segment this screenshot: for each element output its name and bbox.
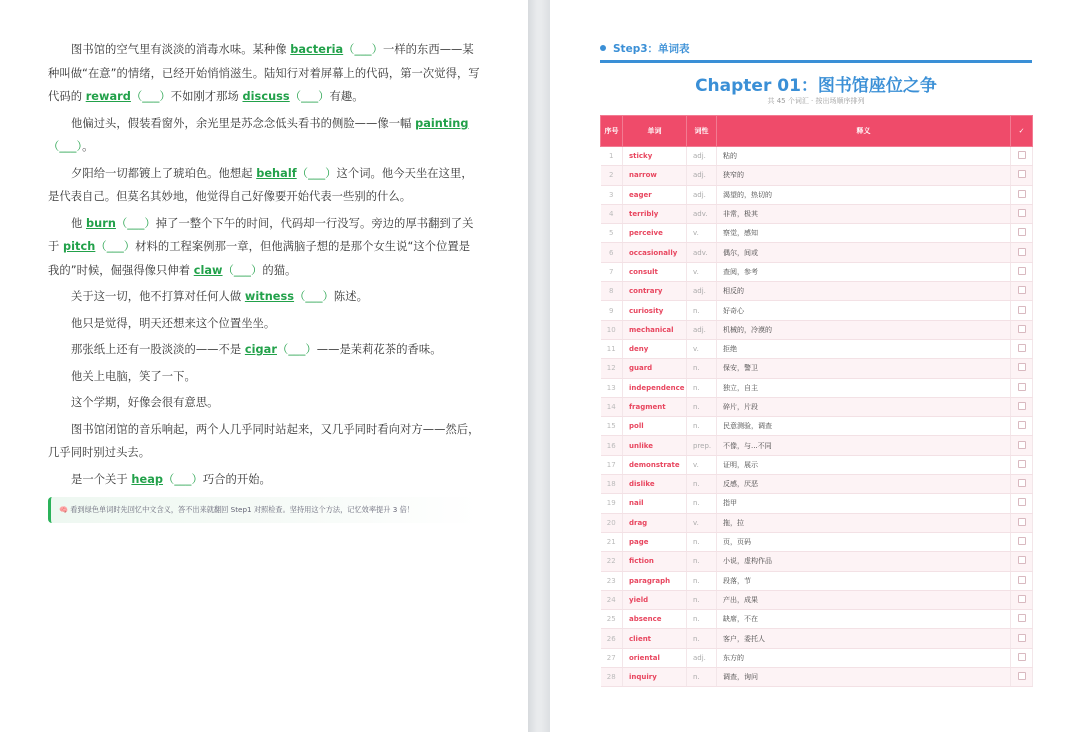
row-number: 17 [601,455,623,474]
story-paragraph [48,468,480,492]
row-word: yield [623,590,687,609]
row-word: dislike [623,475,687,494]
row-word: consult [623,262,687,281]
table-row [601,532,1033,551]
table-row [601,475,1033,494]
row-pos: adv. [687,204,717,223]
text-segment: ——是茉莉花茶的香味。 [316,343,442,356]
text-segment: 图书馆闭馆的音乐响起，两个人几乎同时站起来，又几乎同时看向对方——然后，几乎同时别过头去。 [48,422,480,459]
row-check-cell [1011,166,1033,185]
row-pos: n. [687,417,717,436]
story-paragraph [48,312,480,336]
checkbox-icon[interactable] [1018,460,1026,468]
right-page [550,0,1080,732]
row-number: 9 [601,301,623,320]
step-header [600,41,1032,56]
fill-blank: （___） [296,166,337,180]
row-word: guard [623,359,687,378]
row-pos: n. [687,475,717,494]
table-row [601,359,1033,378]
highlight-word: reward [85,90,131,103]
row-meaning: 页，页码 [717,532,1011,551]
table-row [601,339,1033,358]
row-pos: n. [687,629,717,648]
row-meaning: 非常，极其 [717,204,1011,223]
row-word: nail [623,494,687,513]
row-pos: n. [687,571,717,590]
fill-blank: （___） [115,216,156,230]
text-segment: 的猫。 [262,263,297,277]
row-number: 26 [601,629,623,648]
row-word: deny [623,339,687,358]
text-segment: 有趣。 [329,90,364,103]
row-check-cell [1011,320,1033,339]
row-pos: n. [687,378,717,397]
text-segment: 他 [71,216,86,230]
step-divider [600,60,1032,63]
row-word: unlike [623,436,687,455]
table-row [601,513,1033,532]
row-number: 20 [601,513,623,532]
row-number: 2 [601,166,623,185]
row-pos: n. [687,668,717,687]
fill-blank: （___） [130,90,171,103]
highlight-word: witness [244,290,295,303]
story-paragraph [48,338,480,362]
row-number: 22 [601,552,623,571]
row-meaning: 指甲 [717,494,1011,513]
row-pos: n. [687,610,717,629]
row-number: 15 [601,417,623,436]
header-word: 单词 [623,116,687,147]
table-row [601,571,1033,590]
story-paragraph [48,285,480,309]
row-check-cell [1011,475,1033,494]
row-number: 13 [601,378,623,397]
table-row [601,552,1033,571]
row-number: 14 [601,397,623,416]
row-number: 24 [601,590,623,609]
table-row [601,610,1033,629]
row-word: paragraph [623,571,687,590]
checkbox-icon[interactable] [1018,402,1026,410]
row-meaning: 粘的 [717,147,1011,166]
highlight-word: behalf [256,166,297,180]
fill-blank: （___） [289,90,330,103]
row-word: inquiry [623,668,687,687]
text-segment: 一样的东西——某种叫做“在意”的情绪，已经开始悄悄滋生。陆知行对着屏幕上的代码，第一次觉得，写代码的 [48,43,480,103]
checkbox-icon[interactable] [1018,595,1026,603]
row-meaning: 相反的 [717,282,1011,301]
row-word: fiction [623,552,687,571]
left-page [0,0,528,732]
highlight-word: pitch [63,240,96,253]
row-check-cell [1011,185,1033,204]
row-word: page [623,532,687,551]
checkbox-icon[interactable] [1018,170,1026,178]
row-number: 12 [601,359,623,378]
row-pos: n. [687,397,717,416]
row-word: mechanical [623,320,687,339]
row-meaning: 查阅，参考 [717,262,1011,281]
text-segment: 这个学期，好像会很有意思。 [71,396,219,409]
row-number: 28 [601,668,623,687]
text-segment: 这个词。他今天坐在这里，是代表自己。但莫名其妙地，他觉得自己好像要开始代表一些别的什么。 [48,166,473,203]
header-meaning: 释义 [717,116,1011,147]
table-row [601,282,1033,301]
text-segment: 材料的工程案例那一章，但他满脑子想的是那个女生说“这个位置是我的”时候，倔强得像只伸着 [48,240,471,277]
row-word: eager [623,185,687,204]
row-check-cell [1011,359,1033,378]
table-row [601,590,1033,609]
text-segment: 不如刚才那场 [170,90,243,103]
highlight-word: discuss [242,90,290,103]
row-check-cell [1011,378,1033,397]
row-meaning: 产出，成果 [717,590,1011,609]
table-row [601,397,1033,416]
chapter-subtitle: 共 45 个词汇 · 按出场顺序排列 [767,97,865,105]
row-check-cell [1011,494,1033,513]
row-number: 5 [601,224,623,243]
row-pos: n. [687,494,717,513]
study-tip: 🧠 看到绿色单词时先回忆中文含义，答不出来就翻回 Step1 对照检查。坚持用这个方法，记忆效率提升 3 倍！ [48,497,478,523]
row-check-cell [1011,571,1033,590]
checkbox-icon[interactable] [1018,248,1026,256]
checkbox-icon[interactable] [1018,614,1026,622]
page-gutter [528,0,550,732]
row-pos: adj. [687,320,717,339]
highlight-word: heap [131,472,164,486]
row-word: drag [623,513,687,532]
row-check-cell [1011,397,1033,416]
row-pos: v. [687,224,717,243]
story-paragraph [48,38,480,109]
row-meaning: 缺席，不在 [717,610,1011,629]
table-row [601,417,1033,436]
row-meaning: 狭窄的 [717,166,1011,185]
row-pos: v. [687,455,717,474]
row-meaning: 客户，委托人 [717,629,1011,648]
checkbox-icon[interactable] [1018,228,1026,236]
row-pos: v. [687,513,717,532]
fill-blank: （___） [48,140,83,153]
row-number: 23 [601,571,623,590]
row-word: terribly [623,204,687,223]
row-number: 21 [601,532,623,551]
row-word: occasionally [623,243,687,262]
row-meaning: 机械的，冷漠的 [717,320,1011,339]
fill-blank: （___） [276,343,317,356]
table-row [601,629,1033,648]
table-row [601,185,1033,204]
text-segment: 关于这一切，他不打算对任何人做 [71,290,245,303]
row-pos: prep. [687,436,717,455]
row-pos: v. [687,339,717,358]
checkbox-icon[interactable] [1018,576,1026,584]
row-check-cell [1011,339,1033,358]
checkbox-icon[interactable] [1018,151,1026,159]
row-check-cell [1011,590,1033,609]
checkbox-icon[interactable] [1018,556,1026,564]
row-meaning: 反感，厌恶 [717,475,1011,494]
row-number: 4 [601,204,623,223]
row-check-cell [1011,301,1033,320]
highlight-word: bacteria [290,43,344,56]
row-pos: v. [687,262,717,281]
story-paragraph [48,162,480,209]
row-meaning: 拒绝 [717,339,1011,358]
highlight-word: cigar [244,343,277,356]
row-number: 27 [601,648,623,667]
row-meaning: 独立，自主 [717,378,1011,397]
row-meaning: 好奇心 [717,301,1011,320]
row-check-cell [1011,513,1033,532]
checkbox-icon[interactable] [1018,286,1026,294]
checkbox-icon[interactable] [1018,653,1026,661]
chapter-title: Chapter 01：图书馆座位之争 [695,76,937,96]
row-check-cell [1011,455,1033,474]
fill-blank: （___） [294,290,334,303]
checkbox-icon[interactable] [1018,421,1026,429]
row-pos: adv. [687,243,717,262]
row-number: 7 [601,262,623,281]
fill-blank: （___） [163,472,203,486]
checkbox-icon[interactable] [1018,306,1026,314]
row-word: oriental [623,648,687,667]
row-check-cell [1011,668,1033,687]
checkbox-icon[interactable] [1018,498,1026,506]
checkbox-icon[interactable] [1018,537,1026,545]
row-pos: n. [687,552,717,571]
row-word: client [623,629,687,648]
table-row [601,243,1033,262]
fill-blank: （___） [95,240,136,253]
text-segment: 他偏过头，假装看窗外，余光里是苏念念低头看书的侧脸——像一幅 [71,116,416,130]
row-check-cell [1011,610,1033,629]
row-word: independence [623,378,687,397]
row-word: perceive [623,224,687,243]
row-meaning: 拖，拉 [717,513,1011,532]
step-label: Step3：单词表 [613,43,690,55]
row-check-cell [1011,629,1033,648]
table-row [601,668,1033,687]
row-number: 8 [601,282,623,301]
row-word: absence [623,610,687,629]
row-pos: adj. [687,166,717,185]
checkbox-icon[interactable] [1018,325,1026,333]
row-word: sticky [623,147,687,166]
row-number: 25 [601,610,623,629]
checkbox-icon[interactable] [1018,383,1026,391]
header-no: 序号 [601,116,623,147]
text-segment: 巧合的开始。 [202,472,271,486]
row-pos: n. [687,590,717,609]
row-number: 3 [601,185,623,204]
row-check-cell [1011,243,1033,262]
row-pos: n. [687,301,717,320]
text-segment: 那张纸上还有一股淡淡的——不是 [71,343,245,356]
vocab-table [600,115,1033,687]
table-row [601,204,1033,223]
row-check-cell [1011,436,1033,455]
table-row [601,301,1033,320]
fill-blank: （___） [343,43,383,56]
table-row [601,262,1033,281]
story-paragraph [48,418,480,465]
table-row [601,147,1033,166]
row-number: 18 [601,475,623,494]
row-number: 19 [601,494,623,513]
row-meaning: 不像，与...不同 [717,436,1011,455]
checkbox-icon[interactable] [1018,672,1026,680]
row-pos: n. [687,359,717,378]
checkbox-icon[interactable] [1018,479,1026,487]
text-segment: 他关上电脑，笑了一下。 [71,369,196,383]
row-meaning: 偶尔，间或 [717,243,1011,262]
table-row [601,455,1033,474]
text-segment: 夕阳给一切都镀上了琥珀色。他想起 [71,166,257,180]
row-check-cell [1011,204,1033,223]
fill-blank: （___） [222,263,263,277]
checkbox-icon[interactable] [1018,363,1026,371]
highlight-word: claw [193,263,223,277]
text-segment: 。 [82,140,94,153]
row-word: curiosity [623,301,687,320]
row-meaning: 调查，询问 [717,668,1011,687]
table-row [601,378,1033,397]
table-row [601,166,1033,185]
row-word: fragment [623,397,687,416]
row-number: 10 [601,320,623,339]
table-row [601,436,1033,455]
row-meaning: 东方的 [717,648,1011,667]
story-paragraph [48,112,480,159]
row-pos: adj. [687,282,717,301]
story-paragraph [48,212,480,283]
table-row [601,320,1033,339]
header-check: ✓ [1011,116,1033,147]
text-segment: 掉了一整个下午的时间，代码却一行没写。旁边的厚书翻到了关于 [48,216,474,253]
table-row [601,648,1033,667]
row-number: 1 [601,147,623,166]
row-meaning: 渴望的，热切的 [717,185,1011,204]
checkbox-icon[interactable] [1018,209,1026,217]
story-paragraph [48,391,480,415]
row-meaning: 碎片，片段 [717,397,1011,416]
row-word: poll [623,417,687,436]
checkbox-icon[interactable] [1018,344,1026,352]
row-pos: adj. [687,648,717,667]
vocab-header-row [601,116,1033,147]
row-meaning: 证明，展示 [717,455,1011,474]
story-paragraph [48,365,480,389]
table-row [601,224,1033,243]
text-segment: 他只是觉得，明天还想来这个位置坐坐。 [71,316,276,330]
table-row [601,494,1033,513]
row-check-cell [1011,648,1033,667]
checkbox-icon[interactable] [1018,267,1026,275]
row-meaning: 段落，节 [717,571,1011,590]
row-check-cell [1011,417,1033,436]
row-check-cell [1011,532,1033,551]
row-check-cell [1011,147,1033,166]
text-segment: 陈述。 [333,290,368,303]
story-text [48,38,480,523]
row-number: 6 [601,243,623,262]
text-segment: 是一个关于 [71,472,132,486]
row-pos: adj. [687,185,717,204]
highlight-word: painting [415,116,469,130]
row-check-cell [1011,282,1033,301]
row-pos: n. [687,532,717,551]
row-check-cell [1011,262,1033,281]
row-word: contrary [623,282,687,301]
row-meaning: 保安，警卫 [717,359,1011,378]
row-meaning: 民意测验，调查 [717,417,1011,436]
checkbox-icon[interactable] [1018,518,1026,526]
header-pos: 词性 [687,116,717,147]
row-pos: adj. [687,147,717,166]
text-segment: 图书馆的空气里有淡淡的消毒水味。某种像 [71,43,291,56]
row-number: 11 [601,339,623,358]
bullet-dot-icon [600,45,606,51]
checkbox-icon[interactable] [1018,634,1026,642]
checkbox-icon[interactable] [1018,190,1026,198]
row-word: narrow [623,166,687,185]
checkbox-icon[interactable] [1018,441,1026,449]
row-meaning: 小说，虚构作品 [717,552,1011,571]
row-check-cell [1011,552,1033,571]
row-check-cell [1011,224,1033,243]
row-word: demonstrate [623,455,687,474]
highlight-word: burn [86,216,116,230]
row-number: 16 [601,436,623,455]
row-meaning: 察觉，感知 [717,224,1011,243]
